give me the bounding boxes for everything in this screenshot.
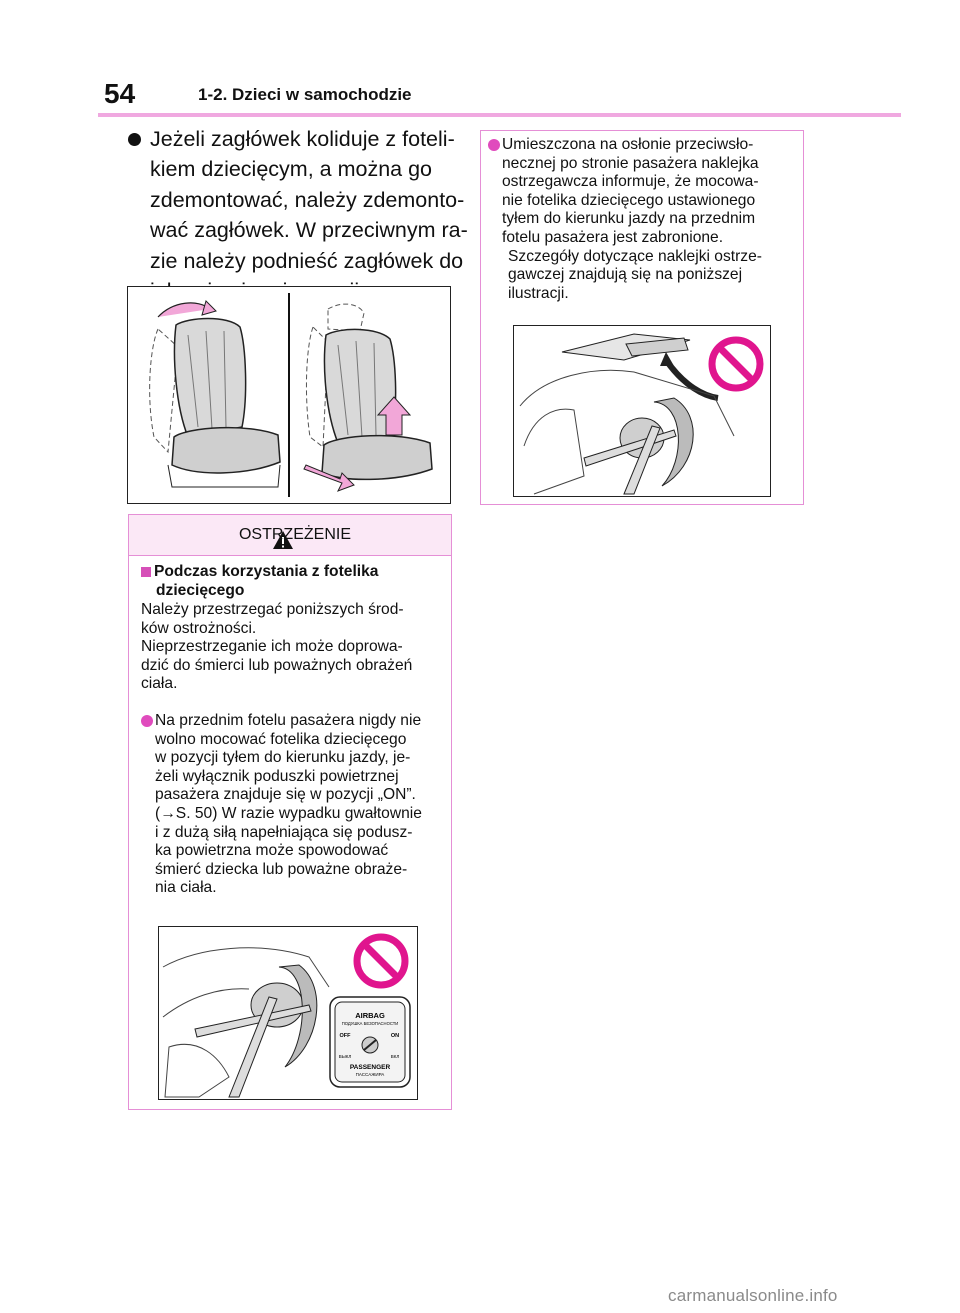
airbag-drawing-icon bbox=[159, 927, 417, 1099]
bullet-dot-icon bbox=[128, 133, 141, 146]
intro-line: dzić do śmierci lub poważnych obrażeń bbox=[141, 656, 413, 674]
warning-divider bbox=[129, 555, 451, 556]
warning-intro bbox=[141, 601, 451, 694]
seat-drawing-icon bbox=[128, 287, 450, 503]
airbag-panel-subtitle: ПОДУШКА БЕЗОПАСНОСТИ bbox=[341, 1021, 399, 1026]
warning-bullet-line: wolno mocować fotelika dziecięcego bbox=[155, 730, 407, 748]
sun-visor-line: tyłem do kierunku jazdy na przednim bbox=[502, 210, 756, 228]
warning-bullet-line: pasażera znajduje się w pozycji „ON”. bbox=[155, 786, 416, 804]
airbag-passenger-ru-label: ПАССАЖИРА bbox=[355, 1072, 385, 1077]
warning-title: OSTRZEŻENIE bbox=[238, 526, 351, 543]
intro-line: ciała. bbox=[141, 675, 178, 693]
airbag-panel-title: AIRBAG bbox=[355, 1011, 385, 1020]
bullet-dot-icon bbox=[141, 715, 153, 727]
airbag-on-label: ON bbox=[390, 1033, 400, 1039]
header-rule bbox=[98, 113, 901, 117]
section-title: 1-2. Dzieci w samochodzie bbox=[198, 85, 412, 104]
airbag-on-ru-label: ВКЛ bbox=[390, 1054, 400, 1059]
warning-bullet-line: żeli wyłącznik poduszki powietrznej bbox=[155, 767, 399, 785]
sun-visor-drawing-icon bbox=[514, 326, 770, 496]
bullet-dot-icon bbox=[488, 139, 500, 151]
warning-bullet-line: ka powietrzna może spowodować bbox=[155, 842, 389, 860]
sun-visor-line: fotelu pasażera jest zabronione. bbox=[502, 228, 724, 246]
airbag-passenger-label: PASSENGER bbox=[349, 1064, 391, 1071]
sub-heading-line: dziecięcego bbox=[156, 581, 245, 599]
footer-watermark: carmanualsonline.info bbox=[668, 1286, 838, 1305]
warning-bullet-line: śmierć dziecka lub poważne obraże- bbox=[155, 860, 408, 878]
intro-line: Nieprzestrzeganie ich może doprowa- bbox=[141, 638, 403, 656]
sub-heading-line: Podczas korzystania z fotelika bbox=[154, 563, 379, 580]
warning-bullet-line: (→S. 50) W razie wypadku gwałtownie bbox=[155, 804, 422, 822]
headrest-line: wać zagłówek. W przeciwnym ra- bbox=[150, 218, 468, 243]
headrest-line: Jeżeli zagłówek koliduje z foteli- bbox=[150, 127, 455, 151]
warning-box bbox=[128, 514, 452, 1110]
warning-bullet-line: nia ciała. bbox=[155, 879, 217, 897]
sun-visor-line: necznej po stronie pasażera naklejka bbox=[502, 154, 759, 172]
sun-visor-line: nie fotelika dziecięcego ustawionego bbox=[502, 191, 756, 209]
seat-illustration bbox=[127, 286, 451, 504]
headrest-line: zie należy podnieść zagłówek do bbox=[150, 248, 464, 273]
page-number: 54 bbox=[104, 78, 136, 109]
sun-visor-note-box bbox=[480, 130, 804, 505]
warning-bullet-line: i z dużą siłą napełniająca się podusz- bbox=[155, 823, 413, 841]
intro-line: ków ostrożności. bbox=[141, 619, 257, 637]
square-bullet-icon bbox=[141, 567, 151, 577]
sun-visor-line: ostrzegawcza informuje, że mocowa- bbox=[502, 173, 759, 191]
headrest-line: kiem dziecięcym, a można go bbox=[150, 157, 432, 182]
sun-visor-illustration bbox=[513, 325, 771, 497]
airbag-off-ru-label: ВЫКЛ bbox=[338, 1054, 352, 1059]
intro-line: Należy przestrzegać poniższych środ- bbox=[141, 601, 404, 618]
warning-bullet-line: w pozycji tyłem do kierunku jazdy, je- bbox=[155, 749, 411, 767]
sun-visor-line: Umieszczona na osłonie przeciwsło- bbox=[502, 136, 754, 153]
warning-bullet-line: Na przednim fotelu pasażera nigdy nie bbox=[155, 712, 422, 729]
sun-visor-detail-line: ilustracji. bbox=[508, 284, 569, 302]
airbag-illustration bbox=[158, 926, 418, 1100]
headrest-line: zdemontować, należy zdemonto- bbox=[150, 187, 465, 212]
sun-visor-detail-line: gawczej znajdują się na poniższej bbox=[508, 266, 743, 284]
airbag-off-label: OFF bbox=[339, 1033, 351, 1039]
sun-visor-detail-line: Szczegóły dotyczące naklejki ostrze- bbox=[508, 247, 762, 265]
